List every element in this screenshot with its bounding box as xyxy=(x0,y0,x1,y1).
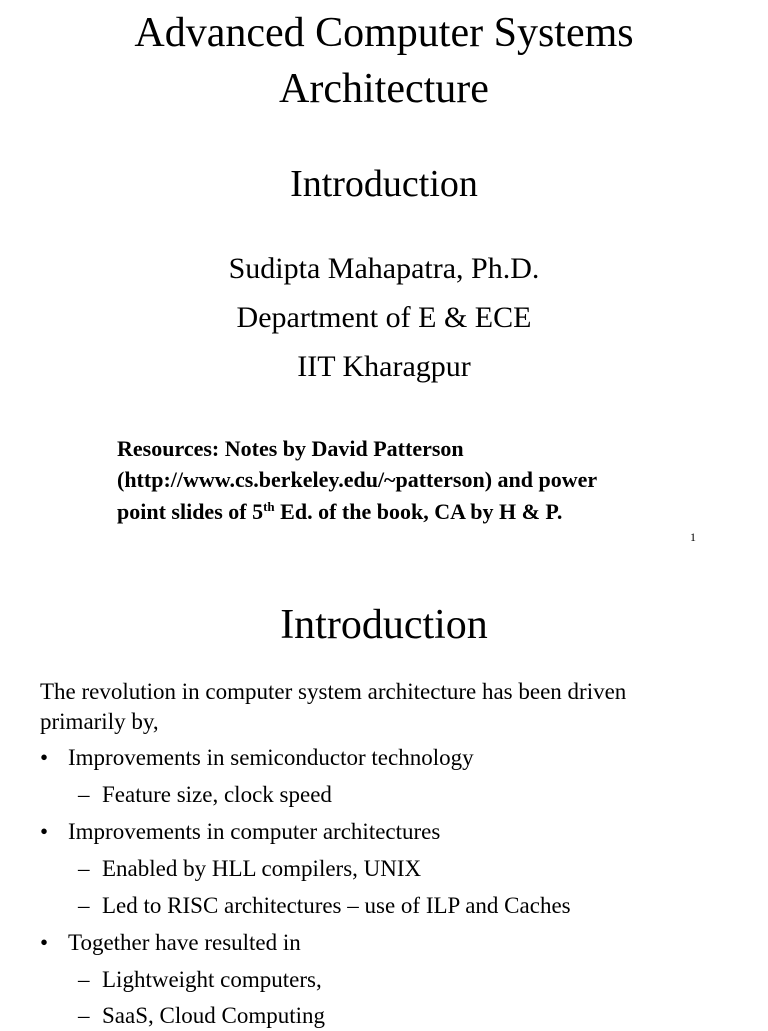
author-department: Department of E & ECE xyxy=(236,301,532,334)
bullet-text: Improvements in semiconductor technology xyxy=(68,745,474,770)
resources-line-3-suffix: Ed. of the book, CA by H & P. xyxy=(274,499,563,524)
slide-subtitle: Introduction xyxy=(290,163,478,205)
bullet-mark: • xyxy=(40,930,49,955)
bullet-mark: • xyxy=(40,745,49,770)
slide-2-title: Introduction xyxy=(280,602,488,648)
sub-bullet-text: SaaS, Cloud Computing xyxy=(102,1003,325,1028)
dash-mark: – xyxy=(78,782,90,807)
bullet-text: Improvements in computer architectures xyxy=(68,819,441,844)
dash-mark: – xyxy=(78,967,90,992)
sub-bullet-text: Led to RISC architectures – use of ILP and Caches xyxy=(102,893,571,918)
bullet-mark: • xyxy=(40,819,49,844)
slide-title-line-2: Architecture xyxy=(279,66,489,112)
sub-bullet-text: Lightweight computers, xyxy=(102,967,322,992)
resources-line-1: Resources: Notes by David Patterson xyxy=(117,436,464,461)
author-institution: IIT Kharagpur xyxy=(297,350,471,383)
sub-bullet-text: Feature size, clock speed xyxy=(102,782,332,807)
resources-line-3-prefix: point slides of 5 xyxy=(117,499,264,524)
slide-title-line-1: Advanced Computer Systems xyxy=(134,10,634,56)
sub-bullet-text: Enabled by HLL compilers, UNIX xyxy=(102,856,422,881)
author-name: Sudipta Mahapatra, Ph.D. xyxy=(228,252,540,285)
resources-line-2: (http://www.cs.berkeley.edu/~patterson) and power xyxy=(117,467,598,492)
dash-mark: – xyxy=(78,1003,90,1028)
dash-mark: – xyxy=(78,893,90,918)
intro-text-line-2: primarily by, xyxy=(40,709,159,734)
slide-2 xyxy=(0,556,768,1028)
bullet-text: Together have resulted in xyxy=(68,930,301,955)
dash-mark: – xyxy=(78,856,90,881)
resources-superscript: th xyxy=(263,499,275,514)
intro-text-line-1: The revolution in computer system architecture has been driven xyxy=(40,679,627,704)
resources-line-3 xyxy=(117,496,562,528)
page-number: 1 xyxy=(690,530,696,544)
